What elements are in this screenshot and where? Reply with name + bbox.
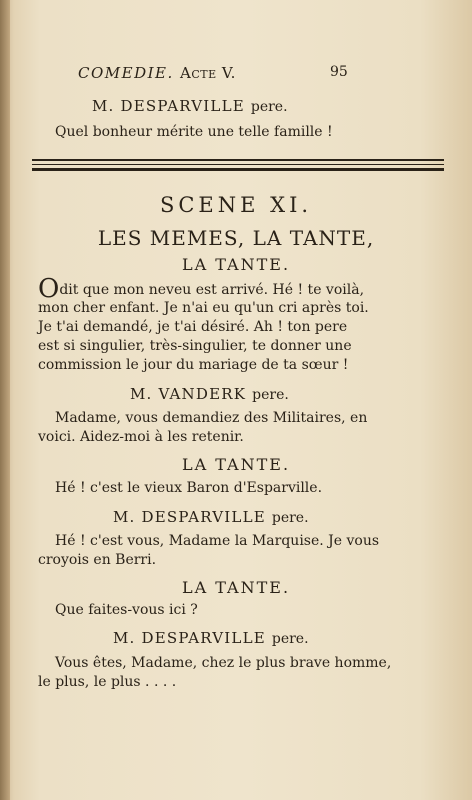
speaker-role: pere. xyxy=(252,387,289,403)
scene-characters: LES MEMES, LA TANTE, xyxy=(97,226,375,250)
speaker-name: M. DESPARVILLE xyxy=(113,508,266,526)
divider-rule xyxy=(32,164,444,165)
drop-cap: O xyxy=(38,274,60,304)
speaker-name: M. DESPARVILLE xyxy=(113,629,266,647)
page-number: 95 xyxy=(330,64,348,80)
dialogue-line: Odit que mon neveu est arrivé. Hé ! te voilà, xyxy=(38,274,365,304)
speaker-la-tante-3: LA TANTE. xyxy=(181,578,291,597)
speaker-role: pere. xyxy=(271,510,309,526)
dialogue-line: mon cher enfant. Je n'ai eu qu'un cri après toi. xyxy=(38,300,369,316)
speaker-role: pere. xyxy=(271,631,309,647)
dialogue-line: Vous êtes, Madame, chez le plus brave homme, xyxy=(55,655,392,671)
running-head-title: COMEDIE. xyxy=(78,64,174,82)
divider-rule xyxy=(32,159,444,161)
running-head xyxy=(78,64,236,82)
scene-title: SCENE XI. xyxy=(159,193,313,217)
dialogue-line: Quel bonheur mérite une telle famille ! xyxy=(55,124,333,140)
speaker-name: M. VANDERK xyxy=(130,385,247,403)
speaker-vanderk xyxy=(130,385,289,403)
dialogue-line: Que faites-vous ici ? xyxy=(55,602,198,618)
dialogue-line: croyois en Berri. xyxy=(38,552,157,568)
dialogue-line: Hé ! c'est vous, Madame la Marquise. Je vous xyxy=(55,533,380,549)
dialogue-line: commission le jour du mariage de ta sœur ! xyxy=(38,357,349,373)
speaker-la-tante-1: LA TANTE. xyxy=(181,255,291,274)
speaker-la-tante-2: LA TANTE. xyxy=(181,455,291,474)
dialogue-line: est si singulier, très-singulier, te donner une xyxy=(38,338,352,354)
dialogue-line: voici. Aidez-moi à les retenir. xyxy=(38,429,244,445)
speaker-desparville-3 xyxy=(113,629,309,647)
speaker-desparville-1 xyxy=(92,97,288,115)
divider-rule xyxy=(32,168,444,171)
dialogue-line: Hé ! c'est le vieux Baron d'Esparville. xyxy=(55,480,323,496)
running-head-act: Acte V. xyxy=(180,64,236,82)
speaker-role: pere. xyxy=(250,99,288,115)
speaker-desparville-2 xyxy=(113,508,309,526)
dialogue-line: Je t'ai demandé, je t'ai désiré. Ah ! ton pere xyxy=(38,319,348,335)
speaker-name: M. DESPARVILLE xyxy=(92,97,245,115)
dialogue-line: le plus, le plus . . . . xyxy=(38,674,177,690)
dialogue-line: Madame, vous demandiez des Militaires, en xyxy=(55,410,368,426)
